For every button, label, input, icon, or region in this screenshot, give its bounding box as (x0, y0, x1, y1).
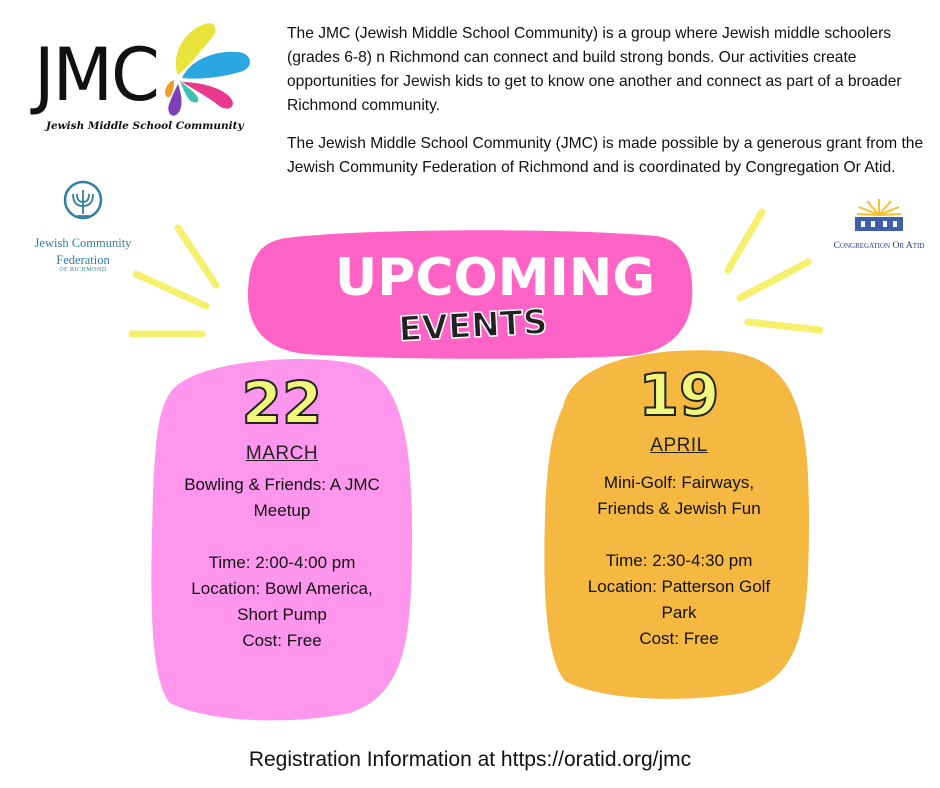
event-1-title-line1: Bowling & Friends: A JMC (184, 475, 380, 494)
event-1-day: 22 (241, 369, 323, 437)
event-2-day: 19 (638, 361, 720, 429)
event-card-2 (543, 361, 815, 652)
registration-info: Registration Information at https://oratid.org/jmc (248, 748, 692, 771)
federation-name-line1: Jewish Community (34, 236, 132, 250)
upcoming-heading: UPCOMING (335, 248, 655, 308)
event-2-month: APRIL (650, 435, 708, 456)
event-1-title-line2: Meetup (253, 501, 311, 520)
jmc-tagline: Jewish Middle School Community (46, 120, 244, 132)
congregation-name: Congregation Or Atid (833, 241, 925, 251)
federation-name-line3: OF RICHMOND (59, 267, 107, 273)
events-heading: EVENTS (397, 302, 549, 350)
intro-paragraph-2: The Jewish Middle School Community (JMC) is made possible by a generous grant from the Jewish Community Federation of Richmond and is coordinated by Congregation Or Atid. (287, 135, 924, 176)
federation-name-line2: Federation (56, 253, 110, 267)
event-1-location-line2: Short Pump (237, 605, 327, 624)
event-1-cost: Cost: Free (242, 631, 322, 650)
jmc-letters: JMC (34, 31, 158, 119)
event-2-time: Time: 2:30-4:30 pm (605, 551, 753, 570)
event-2-title-line2: Friends & Jewish Fun (597, 499, 761, 518)
event-1-location-line1: Location: Bowl America, (191, 579, 373, 598)
event-2-cost: Cost: Free (639, 629, 719, 648)
event-2-title-line1: Mini-Golf: Fairways, (603, 473, 755, 492)
event-card-1 (150, 369, 414, 654)
intro-paragraph-1: The JMC (Jewish Middle School Community) is a group where Jewish middle schoolers (grades 6-8) n Richmond can connect and build strong bonds. Our activities create opportunities for Jewish kids to get to know one another and connect as part of a broader Richmond community. (287, 25, 902, 114)
event-2-location-line1: Location: Patterson Golf (587, 577, 771, 596)
event-1-month: MARCH (245, 443, 319, 464)
event-2-location-line2: Park (661, 603, 697, 622)
event-1-time: Time: 2:00-4:00 pm (208, 553, 356, 572)
